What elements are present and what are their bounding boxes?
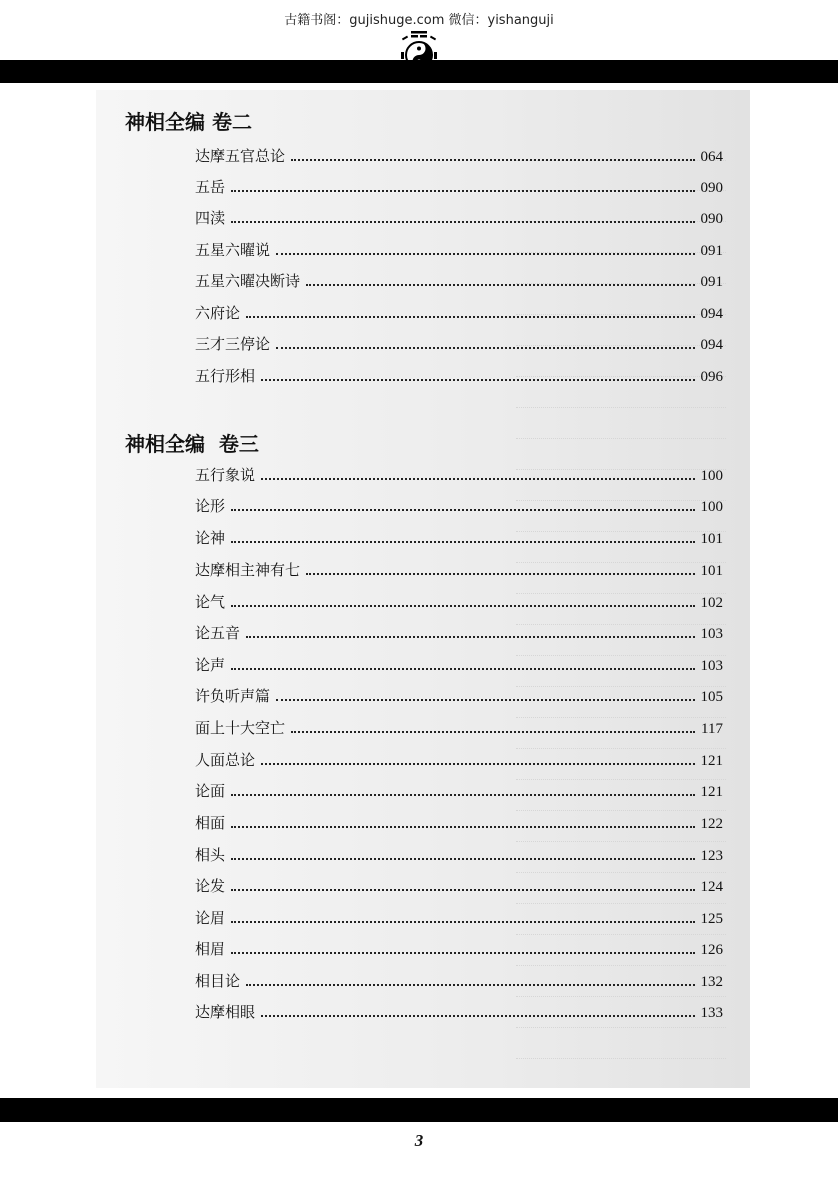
toc-leader-dots xyxy=(276,346,694,349)
toc-entry-page: 094 xyxy=(700,306,723,322)
toc-entry[interactable] xyxy=(195,364,723,386)
toc-entry-page: 090 xyxy=(700,180,723,196)
toc-entry-page: 103 xyxy=(700,626,723,642)
toc-entry[interactable] xyxy=(195,590,723,612)
toc-entry[interactable] xyxy=(195,843,723,865)
toc-entry-label: 五行形相 xyxy=(195,367,256,385)
toc-leader-dots xyxy=(261,378,694,381)
toc-entry-label: 四渎 xyxy=(195,209,226,227)
toc-entry-label: 论面 xyxy=(195,782,226,800)
toc-entry-label: 论眉 xyxy=(195,909,226,927)
toc-entry[interactable] xyxy=(195,621,723,643)
toc-leader-dots xyxy=(231,857,694,860)
ghost-line xyxy=(516,965,726,967)
toc-entry[interactable] xyxy=(195,175,723,197)
ghost-line xyxy=(516,438,726,440)
toc-entry-label: 五星六曜决断诗 xyxy=(195,272,301,290)
toc-entry-page: 125 xyxy=(700,911,723,927)
toc-entry[interactable] xyxy=(195,332,723,354)
toc-entry[interactable] xyxy=(195,684,723,706)
header-site-text: 古籍书阁：gujishuge.com 微信：yishanguji xyxy=(284,13,554,28)
toc-entry[interactable] xyxy=(195,206,723,228)
toc-entry-page: 101 xyxy=(700,531,723,547)
toc-leader-dots xyxy=(306,283,694,286)
toc-entry[interactable] xyxy=(195,748,723,770)
toc-entry[interactable] xyxy=(195,494,723,516)
toc-entry-page: 126 xyxy=(700,942,723,958)
toc-entry[interactable] xyxy=(195,526,723,548)
toc-entry-page: 121 xyxy=(700,784,723,800)
toc-leader-dots xyxy=(276,252,694,255)
bottom-black-bar xyxy=(0,1098,838,1122)
toc-entry-page: 124 xyxy=(700,879,723,895)
toc-entry-label: 面上十大空亡 xyxy=(195,719,286,737)
toc-entry-page: 101 xyxy=(700,563,723,579)
toc-leader-dots xyxy=(231,825,694,828)
toc-entry-page: 094 xyxy=(700,337,723,353)
toc-entry[interactable] xyxy=(195,1000,723,1022)
toc-entry-label: 论发 xyxy=(195,877,226,895)
toc-entry-page: 132 xyxy=(700,974,723,990)
toc-entry[interactable] xyxy=(195,811,723,833)
toc-leader-dots xyxy=(291,158,694,161)
toc-entry-label: 达摩相眼 xyxy=(195,1003,256,1021)
ghost-line xyxy=(516,903,726,905)
toc-leader-dots xyxy=(306,572,694,575)
toc-leader-dots xyxy=(231,667,694,670)
section-title-vol3: 神相全编 卷三 xyxy=(125,432,259,456)
toc-leader-dots xyxy=(231,888,694,891)
toc-entry-label: 五星六曜说 xyxy=(195,241,271,259)
ghost-line xyxy=(516,996,726,998)
toc-entry-label: 达摩相主神有七 xyxy=(195,561,301,579)
toc-entry-page: 102 xyxy=(700,595,723,611)
toc-entry-page: 090 xyxy=(700,211,723,227)
toc-entry-page: 064 xyxy=(700,149,723,165)
top-black-bar xyxy=(0,60,838,83)
toc-entry[interactable] xyxy=(195,779,723,801)
toc-leader-dots xyxy=(291,730,695,733)
toc-entry-label: 五行象说 xyxy=(195,466,256,484)
toc-entry-page: 103 xyxy=(700,658,723,674)
toc-leader-dots xyxy=(231,540,694,543)
toc-entry-page: 117 xyxy=(701,721,723,737)
ghost-line xyxy=(516,407,726,409)
toc-entry[interactable] xyxy=(195,144,723,166)
toc-leader-dots xyxy=(246,983,694,986)
toc-entry-page: 100 xyxy=(700,499,723,515)
toc-leader-dots xyxy=(231,951,694,954)
toc-entry-label: 相眉 xyxy=(195,940,226,958)
toc-entry-label: 相面 xyxy=(195,814,226,832)
toc-entry-label: 论神 xyxy=(195,529,226,547)
toc-entry[interactable] xyxy=(195,969,723,991)
toc-entry-label: 达摩五官总论 xyxy=(195,147,286,165)
toc-leader-dots xyxy=(231,920,694,923)
toc-leader-dots xyxy=(246,635,694,638)
ghost-line xyxy=(516,1027,726,1029)
toc-leader-dots xyxy=(231,508,694,511)
toc-entry-page: 096 xyxy=(700,369,723,385)
toc-entry-page: 133 xyxy=(700,1005,723,1021)
ghost-line xyxy=(516,1058,726,1060)
page-number: 3 xyxy=(414,1131,424,1150)
toc-entry-page: 122 xyxy=(700,816,723,832)
toc-entry-label: 人面总论 xyxy=(195,751,256,769)
toc-entry[interactable] xyxy=(195,716,723,738)
toc-entry-page: 100 xyxy=(700,468,723,484)
toc-entry[interactable] xyxy=(195,269,723,291)
toc-entry[interactable] xyxy=(195,653,723,675)
toc-entry-label: 论形 xyxy=(195,497,226,515)
toc-entry[interactable] xyxy=(195,463,723,485)
toc-entry-label: 论声 xyxy=(195,656,226,674)
toc-entry-label: 许负听声篇 xyxy=(195,687,271,705)
toc-entry[interactable] xyxy=(195,874,723,896)
toc-entry[interactable] xyxy=(195,558,723,580)
toc-entry-page: 091 xyxy=(700,274,723,290)
toc-leader-dots xyxy=(231,220,694,223)
toc-entry-label: 三才三停论 xyxy=(195,335,271,353)
toc-entry-page: 091 xyxy=(700,243,723,259)
ghost-line xyxy=(516,934,726,936)
toc-entry-label: 相目论 xyxy=(195,972,241,990)
toc-entry[interactable] xyxy=(195,301,723,323)
toc-entry-page: 105 xyxy=(700,689,723,705)
toc-leader-dots xyxy=(231,604,694,607)
toc-entry-page: 123 xyxy=(700,848,723,864)
toc-leader-dots xyxy=(261,762,694,765)
toc-entry-label: 五岳 xyxy=(195,178,226,196)
toc-entry-label: 论气 xyxy=(195,593,226,611)
toc-entry-label: 六府论 xyxy=(195,304,241,322)
toc-entry-label: 相头 xyxy=(195,846,226,864)
toc-leader-dots xyxy=(231,793,694,796)
toc-leader-dots xyxy=(261,1014,694,1017)
toc-leader-dots xyxy=(231,189,694,192)
toc-entry-label: 论五音 xyxy=(195,624,241,642)
toc-leader-dots xyxy=(276,698,694,701)
toc-entry[interactable] xyxy=(195,937,723,959)
toc-leader-dots xyxy=(261,477,694,480)
toc-leader-dots xyxy=(246,315,694,318)
toc-entry[interactable] xyxy=(195,906,723,928)
toc-entry-page: 121 xyxy=(700,753,723,769)
toc-entry[interactable] xyxy=(195,238,723,260)
section-title-vol2: 神相全编 卷二 xyxy=(125,110,252,134)
